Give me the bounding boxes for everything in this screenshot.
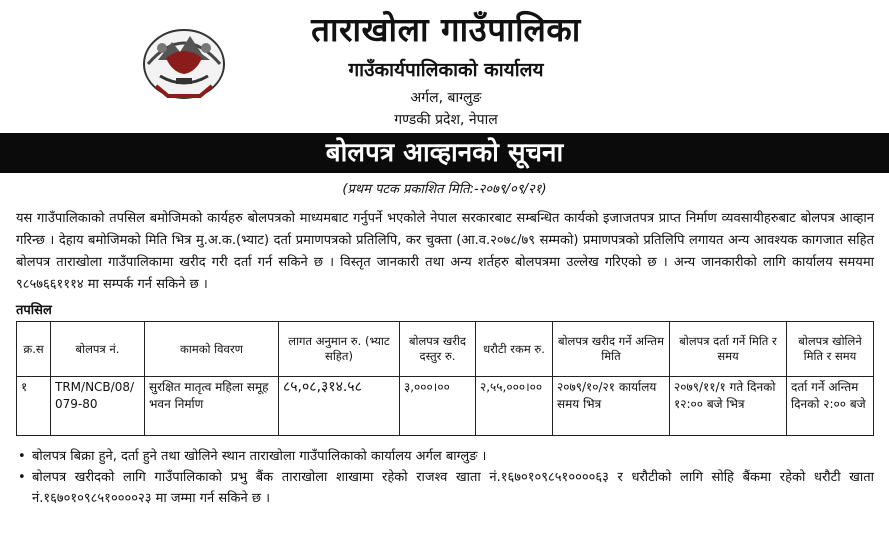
cell-sn: १ [17, 377, 51, 436]
col-header-opening-date: बोलपत्र खोलिने मिति र समय [787, 322, 874, 377]
list-item [16, 467, 874, 509]
cell-cost-estimate: ८५,०८,३१४.५८ [279, 377, 400, 436]
table-header-row [17, 322, 874, 377]
bullet-dot-icon: • [18, 449, 26, 464]
office-province: गण्डकी प्रदेश, नेपाल [394, 112, 498, 128]
cell-opening-date: दर्ता गर्ने अन्तिम दिनको २:०० बजे [787, 377, 874, 436]
cell-purchase-deadline: २०७९/१०/२१ कार्यालय समय भित्र [553, 377, 670, 436]
cell-work-description: सुरक्षित मातृत्व महिला समूह भवन निर्माण [145, 377, 279, 436]
cell-bid-fee: ३,०००।०० [400, 377, 476, 436]
col-header-work-description: कामको विवरण [145, 322, 279, 377]
notice-banner [0, 133, 889, 173]
col-header-purchase-deadline: बोलपत्र खरीद गर्ने अन्तिम मिति [553, 322, 670, 377]
col-header-deposit: धरौटी रकम रु. [476, 322, 553, 377]
list-item [16, 446, 874, 467]
published-date: (प्रथम पटक प्रकाशित मिति:-२०७९/०९/२१) [342, 182, 547, 197]
notes-list [16, 446, 874, 509]
cell-submission-date: २०७९/११/१ गते दिनको १२:०० बजे भित्र [670, 377, 787, 436]
col-header-cost-estimate: लागत अनुमान रु. (भ्याट सहित) [279, 322, 400, 377]
office-subtitle: गाउँकार्यपालिकाको कार्यालय [348, 59, 544, 81]
col-header-submission-date: बोलपत्र दर्ता गर्ने मिति र समय [670, 322, 787, 377]
notice-title: बोलपत्र आव्हानको सूचना [325, 138, 564, 168]
note-text: बोलपत्र खरीदको लागि गाउँपालिकाको प्रभु बैंक ताराखोला शाखामा रहेको राजश्व खाता नं.१६७०१०९८५१००००६३ र धरौटीको लागि सोहि बैंकमा रहेको धरौटी खाता नं.१६७०१०९८५१००००२३ मा जम्मा गर्न सकिने छ । [32, 470, 874, 506]
bullet-dot-icon: • [18, 470, 26, 485]
nepal-government-emblem-icon [138, 14, 230, 106]
col-header-bid-number: बोलपत्र नं. [51, 322, 145, 377]
cell-deposit: २,५५,०००।०० [476, 377, 553, 436]
cell-bid-number: TRM/NCB/08/079-80 [51, 377, 145, 436]
office-address: अर्गल, बाग्लुङ [410, 90, 482, 106]
schedule-label: तपसिल [16, 303, 52, 318]
col-header-bid-fee: बोलपत्र खरीद दस्तुर रु. [400, 322, 476, 377]
office-title: ताराखोला गाउँपालिका [311, 10, 581, 49]
notice-paragraph: यस गाउँपालिकाको तपसिल बमोजिमको कार्यहरु बोलपत्रको माध्यमबाट गर्नुपर्ने भएकोले नेपाल सरकारबाट सम्बन्धित कार्यको इजाजतपत्र प्राप्त निर्माण व्यवसायीहरुबाट बोलपत्र आव्हान गरिन्छ । देहाय बमोजिमको मिति भित्र मु.अ.क.(भ्याट) दर्ता प्रमाणपत्रको प्रतिलिपि, कर चुक्ता (आ.व.२०७८/७९ सम्मको) प्रमाणपत्रको प्रतिलिपि लगायत अन्य आवश्यक कागजात सहित बोलपत्र ताराखोला गाउँपालिकामा खरीद गरी दर्ता गर्न सकिने छ । विस्तृत जानकारी तथा अन्य शर्तहरु बोलपत्रमा उल्लेख गरिएको छ । अन्य जानकारीको लागि कार्यालय समयमा ९८५७६६१११४ मा सम्पर्क गर्न सकिने छ । [16, 211, 874, 292]
table-row [17, 377, 874, 436]
tender-table [16, 321, 874, 436]
col-header-sn: क्र.स [17, 322, 51, 377]
note-text: बोलपत्र बिक्रा हुने, दर्ता हुने तथा खोलिने स्थान ताराखोला गाउँपालिकाको कार्यालय अर्गल बाग्लुङ । [32, 449, 487, 464]
